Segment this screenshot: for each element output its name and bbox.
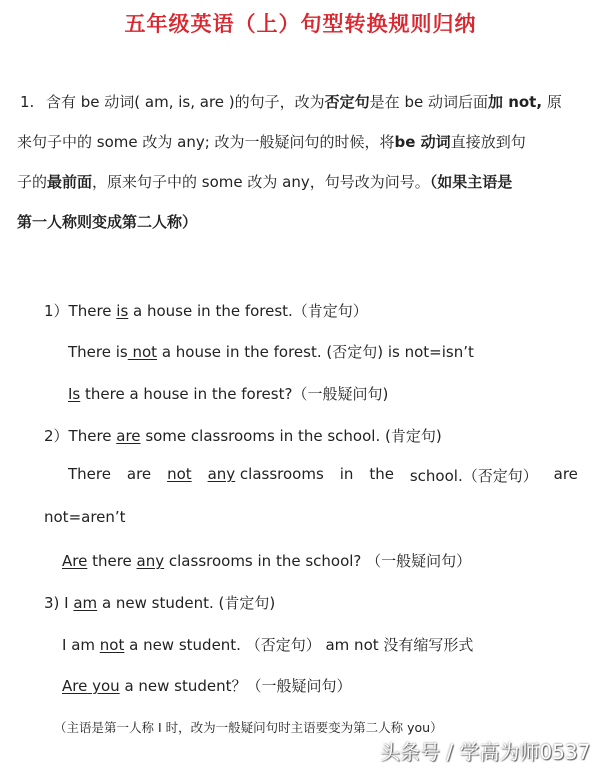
example-3-affirmative: 3) I am a new student. (肯定句) [44, 594, 276, 612]
rule-number: 1. [20, 93, 35, 111]
rule-text: 含有 be 动词( am, is, are )的句子，改为 [46, 93, 325, 111]
rule-text: 来句子中的 some 改为 any; 改为一般疑问句的时候，将 [17, 133, 395, 151]
rule-text: 是在 be 动词后面 [369, 93, 488, 111]
example-2-question: Are there any classrooms in the school? （一般疑问句） [62, 552, 472, 570]
example-2-negative: There are not any classrooms in the school.（否定句） are [68, 465, 578, 485]
page-title: 五年级英语（上）句型转换规则归纳 [124, 12, 477, 36]
watermark: 头条号 / 学高为师0537 [380, 740, 591, 764]
rule-keyword: be 动词 [394, 133, 451, 151]
example-2-negative-wrap: not=aren’t [44, 508, 126, 526]
rule-text: ，原来句子中的 some 改为 any，句号改为问号。 [92, 173, 430, 191]
rule-keyword: 加 not, [487, 93, 543, 111]
example-1-negative: There is not a house in the forest. (否定句) is not=isn’t [68, 343, 474, 361]
example-1-affirmative: 1）There is a house in the forest.（肯定句） [44, 302, 368, 320]
example-3-question: Are you a new student？（一般疑问句） [62, 677, 352, 695]
rule-text: 直接放到句 [450, 133, 526, 151]
rule-keyword: 第一人称则变成第二人称） [17, 213, 198, 231]
example-3-negative: I am not a new student. （否定句） am not 没有缩写形式 [62, 636, 474, 654]
footnote: （主语是第一人称 I 时，改为一般疑问句时主语要变为第二人称 you） [54, 720, 443, 735]
example-1-question: Is there a house in the forest?（一般疑问句) [68, 385, 389, 403]
example-2-affirmative: 2）There are some classrooms in the school. (肯定句) [44, 427, 442, 445]
rule-text: 子的 [17, 173, 48, 191]
rule-keyword: 否定句 [324, 93, 370, 111]
rule-text: 原 [542, 93, 562, 111]
rule-keyword: 最前面 [47, 173, 93, 191]
rule-keyword: （如果主语是 [429, 173, 513, 191]
rule-1-paragraph [17, 82, 585, 242]
